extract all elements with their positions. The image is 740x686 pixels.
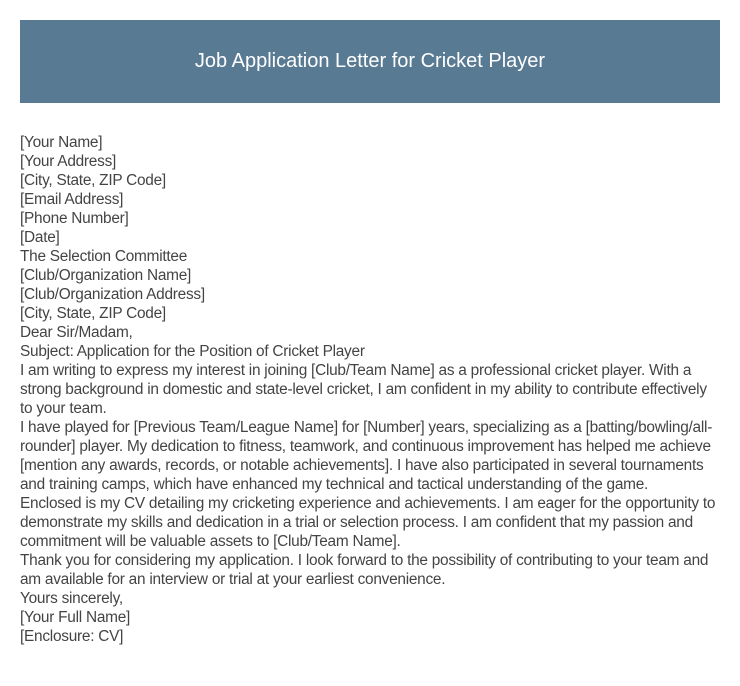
signature-name: [Your Full Name] — [20, 609, 131, 626]
paragraph-intro: I am writing to express my interest in joining [Club/Team Name] as a professional cricket player. With a strong background in domestic and state-level cricket, I am confident in my ability to contribute effectively to your team. — [20, 362, 707, 417]
subject-line: Subject: Application for the Position of Cricket Player — [20, 343, 365, 360]
sign-off: Yours sincerely, — [20, 590, 123, 607]
recipient-org: [Club/Organization Name] — [20, 267, 192, 284]
sender-phone: [Phone Number] — [20, 210, 129, 227]
letter-date: [Date] — [20, 229, 60, 246]
sender-name: [Your Name] — [20, 134, 103, 151]
paragraph-enclosure: Enclosed is my CV detailing my cricketing experience and achievements. I am eager for the opportunity to demonstrate my skills and dedication in a trial or selection process. I am confident that my passion and commitment will be valuable assets to [Club/Team Name]. — [20, 495, 716, 550]
paragraph-experience: I have played for [Previous Team/League Name] for [Number] years, specializing as a [batting/bowling/all-rounder] player. My dedication to fitness, teamwork, and continuous improvement has helped me achieve [mention any awards, records, or notable achievements]. I have also participated in several tournaments and training camps, which have enhanced my technical and tactical understanding of the game. — [20, 419, 713, 493]
sender-address: [Your Address] — [20, 153, 117, 170]
salutation: Dear Sir/Madam, — [20, 324, 133, 341]
sender-email: [Email Address] — [20, 191, 124, 208]
enclosure-note: [Enclosure: CV] — [20, 628, 124, 645]
letter-body — [20, 133, 720, 646]
recipient-title: The Selection Committee — [20, 248, 188, 265]
page-title: Job Application Letter for Cricket Player — [194, 50, 546, 72]
sender-city: [City, State, ZIP Code] — [20, 172, 166, 189]
paragraph-closing: Thank you for considering my application. I look forward to the possibility of contributing to your team and am available for an interview or trial at your earliest convenience. — [20, 552, 709, 588]
recipient-city: [City, State, ZIP Code] — [20, 305, 166, 322]
recipient-address: [Club/Organization Address] — [20, 286, 205, 303]
title-banner — [20, 20, 720, 103]
